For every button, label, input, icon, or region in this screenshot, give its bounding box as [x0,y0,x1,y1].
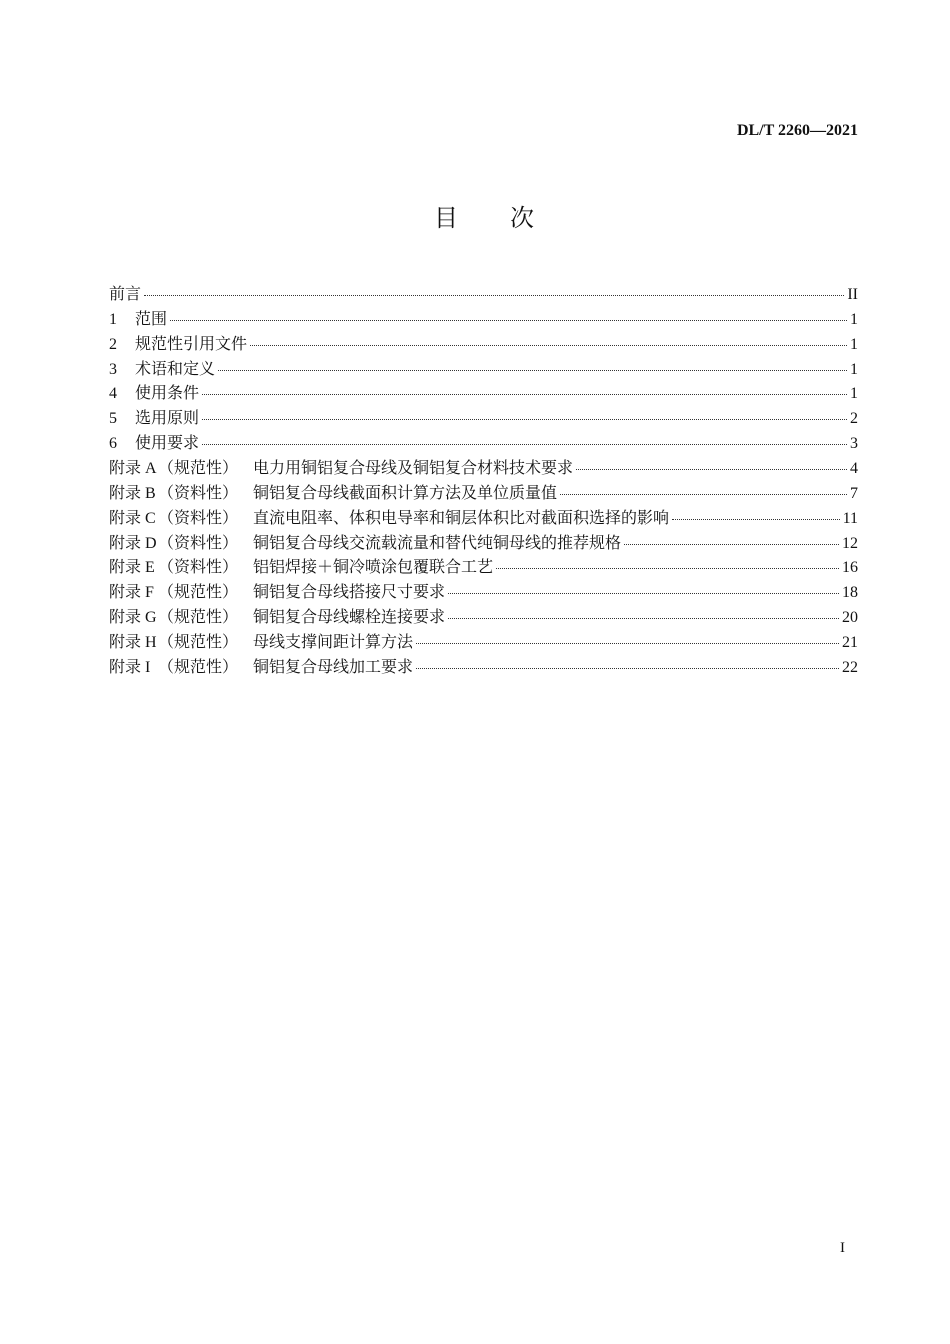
toc-entry-section-5[interactable] [109,407,858,432]
toc-entry-appendix-b[interactable] [109,482,858,507]
toc-entry-title: 使用条件 [135,385,200,403]
toc-entry-number: 4 [109,385,117,403]
toc-entry-number: 6 [109,435,117,453]
toc-entry-title: 铜铝复合母线螺栓连接要求 [253,609,446,627]
toc-entry-page: 21 [842,634,858,652]
dot-leader [202,443,847,445]
toc-entry-appendix-h[interactable] [109,631,858,656]
toc-entry-number: 2 [109,335,117,353]
page-title-char: 次 [510,206,534,232]
dot-leader [202,393,847,395]
toc-entry-appendix-a[interactable] [109,457,858,482]
dot-leader [624,543,839,545]
toc-entry-number: 附录 F [109,584,154,602]
dot-leader [448,592,839,594]
toc-entry-page: 3 [850,435,858,453]
dot-leader [672,518,840,520]
toc-entry-title: 铜铝复合母线截面积计算方法及单位质量值 [253,484,558,502]
page-folio: I [840,1240,845,1256]
toc-entry-type: （规范性） [158,609,239,627]
toc-entry-number: 附录 E [109,559,155,577]
toc-entry-number: 附录 I [109,658,151,676]
table-of-contents [109,283,858,681]
toc-entry-title: 使用要求 [135,435,200,453]
toc-entry-number: 附录 C [109,509,156,527]
toc-entry-number: 5 [109,410,117,428]
standard-code: DL/T 2260—2021 [736,122,858,139]
toc-entry-page: 22 [842,658,858,676]
toc-entry-number: 附录 G [109,609,157,627]
toc-entry-title: 铜铝复合母线交流载流量和替代纯铜母线的推荐规格 [253,534,622,552]
dot-leader [416,642,839,644]
toc-entry-type: （资料性） [158,484,239,502]
toc-entry-title: 选用原则 [135,410,200,428]
toc-entry-number: 附录 B [109,484,156,502]
toc-entry-appendix-c[interactable] [109,507,858,532]
toc-entry-type: （规范性） [158,584,239,602]
toc-entry-page: 1 [850,335,858,353]
dot-leader [416,667,839,669]
toc-entry-appendix-i[interactable] [109,656,858,681]
dot-leader [496,567,839,569]
dot-leader [202,418,847,420]
toc-entry-type: （规范性） [158,634,239,652]
toc-entry-title: 铜铝复合母线加工要求 [253,658,414,676]
toc-entry-number: 附录 H [109,634,157,652]
toc-entry-number: 1 [109,310,117,328]
toc-entry-title: 规范性引用文件 [135,335,248,353]
toc-entry-title: 铝铝焊接＋铜冷喷涂包覆联合工艺 [253,559,494,577]
toc-entry-page: 16 [842,559,858,577]
toc-entry-title: 直流电阻率、体积电导率和铜层体积比对截面积选择的影响 [253,509,670,527]
toc-entry-section-2[interactable] [109,333,858,358]
toc-entry-page: 1 [850,385,858,403]
toc-entry-title: 前言 [109,286,142,303]
toc-entry-title: 电力用铜铝复合母线及铜铝复合材料技术要求 [253,460,574,478]
toc-entry-appendix-f[interactable] [109,581,858,606]
toc-entry-title: 铜铝复合母线搭接尺寸要求 [253,584,446,602]
dot-leader [218,369,847,371]
toc-entry-type: （规范性） [158,658,239,676]
toc-entry-section-6[interactable] [109,432,858,457]
dot-leader [448,617,839,619]
toc-entry-number: 3 [109,360,117,378]
toc-entry-section-4[interactable] [109,382,858,407]
dot-leader [144,294,844,296]
dot-leader [576,468,847,470]
toc-entry-page: 7 [850,484,858,502]
toc-entry-title: 术语和定义 [135,360,216,378]
toc-entry-number: 附录 A [109,460,157,478]
toc-entry-page: 2 [850,410,858,428]
toc-entry-page: 20 [842,609,858,627]
toc-entry-page: 18 [842,584,858,602]
dot-leader [170,319,847,321]
toc-entry-page: II [847,286,858,303]
toc-entry-section-1[interactable] [109,308,858,333]
toc-entry-page: 1 [850,310,858,328]
toc-entry-page: 12 [842,534,858,552]
toc-entry-type: （规范性） [158,460,239,478]
toc-entry-appendix-e[interactable] [109,556,858,581]
toc-entry-section-3[interactable] [109,358,858,383]
page-title-char: 目 [434,206,458,232]
toc-entry-type: （资料性） [158,559,239,577]
toc-entry-title: 母线支撑间距计算方法 [253,634,414,652]
toc-entry-foreword[interactable] [109,283,858,308]
dot-leader [560,493,847,495]
toc-entry-appendix-d[interactable] [109,532,858,557]
toc-entry-page: 4 [850,460,858,478]
toc-entry-appendix-g[interactable] [109,606,858,631]
dot-leader [250,344,847,346]
toc-entry-number: 附录 D [109,534,157,552]
toc-entry-page: 1 [850,360,858,378]
toc-entry-type: （资料性） [158,509,239,527]
toc-entry-type: （资料性） [158,534,239,552]
toc-entry-page: 11 [842,509,858,527]
toc-entry-title: 范围 [135,310,168,328]
